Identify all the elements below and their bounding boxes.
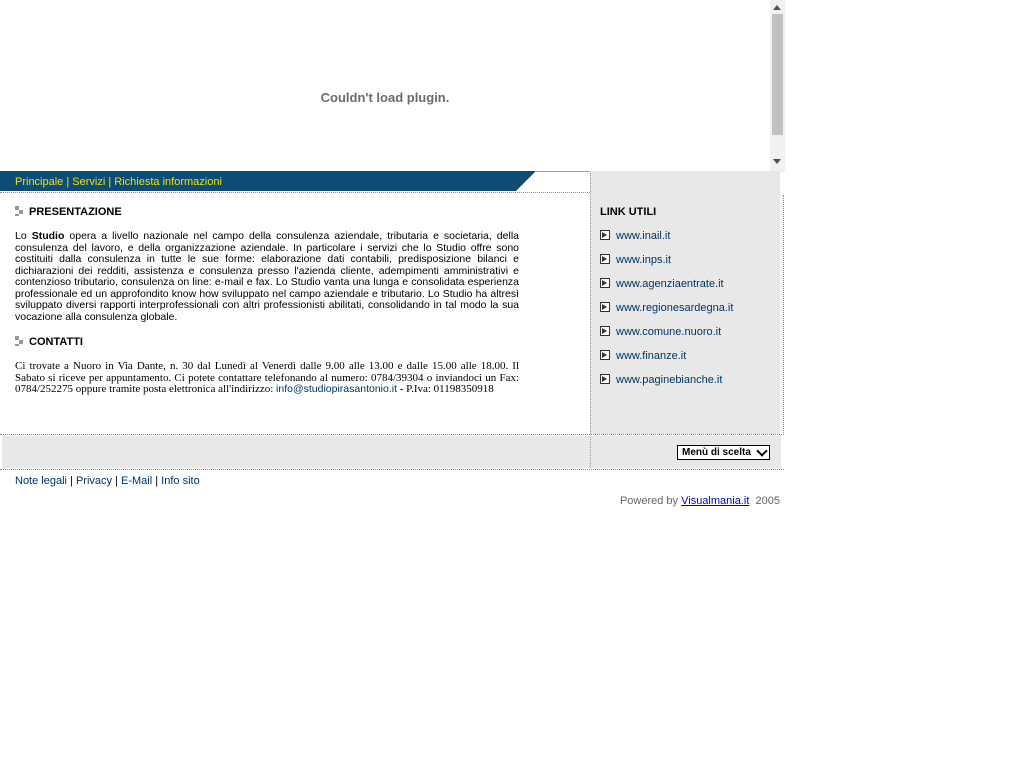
external-link-icon	[600, 374, 610, 384]
section-bullet-icon	[15, 206, 23, 216]
link-comune-nuoro[interactable]: www.comune.nuoro.it	[616, 326, 722, 338]
scroll-up-icon[interactable]	[773, 5, 781, 10]
plugin-scrollbar[interactable]	[770, 0, 785, 172]
link-inps[interactable]: www.inps.it	[616, 254, 672, 266]
contatti-title: CONTATTI	[29, 336, 83, 348]
link-item	[600, 350, 686, 364]
contatti-heading	[15, 335, 519, 349]
bottom-bar-divider-line	[0, 469, 784, 470]
link-item	[600, 326, 721, 340]
contatti-text	[15, 361, 519, 396]
nav-principale[interactable]: Principale	[15, 176, 64, 188]
presentazione-heading	[15, 205, 519, 219]
powered-year: 2005	[755, 495, 780, 507]
visualmania-link[interactable]: Visualmania.it	[681, 495, 750, 507]
useful-links-title: LINK UTILI	[600, 206, 657, 218]
nav-divider	[0, 192, 590, 193]
presentazione-bold: Studio	[31, 230, 65, 242]
chevron-down-icon	[756, 445, 767, 456]
footer-privacy[interactable]: Privacy	[75, 475, 113, 487]
footer-email[interactable]: E-Mail	[121, 475, 153, 487]
link-item	[600, 278, 724, 292]
scroll-down-icon[interactable]	[773, 159, 781, 164]
presentazione-text-body: opera a livello nazionale nel campo della consulenza aziendale, tributaria e societaria, della consulenza del lavoro, e della organizzazione aziendale. In particolare i servizi che lo Studio offre sono costituiti dalla consulenza in tutte le sue forme: elaborazione dati contabili, predisposizione bilanci e dichiarazioni dei redditi, assistenza e consulenza presso l'azienda cliente, adempimenti amministrativi e contenzioso tributario, consulenza on line: e-mail e fax. Lo Studio vanta una lunga e consolidata esperienza professionale ed un approfondito know how sviluppato nel campo aziendale e tributario. Lo Studio ha altresì sviluppato diversi rapporti interprofessionali con altri professionisti abilitati, consolidando in tal modo la sua vocazione alla consulenza globale.	[15, 230, 519, 323]
scrollbar-thumb[interactable]	[772, 14, 783, 135]
plugin-area	[0, 0, 770, 172]
external-link-icon	[600, 350, 610, 360]
main-content	[15, 205, 519, 396]
link-item	[600, 254, 671, 268]
powered-by-label: Powered by	[619, 495, 682, 507]
footer-info-sito[interactable]: Info sito	[161, 475, 200, 487]
footer-note-legali[interactable]: Note legali	[15, 475, 67, 487]
footer-links	[15, 475, 200, 487]
plugin-error-message: Couldn't load plugin.	[320, 90, 450, 105]
presentazione-title: PRESENTAZIONE	[29, 206, 122, 218]
link-item	[600, 302, 733, 316]
nav-separator: |	[63, 176, 73, 188]
bottom-bar-divider	[590, 437, 591, 468]
external-link-icon	[600, 254, 610, 264]
external-link-icon	[600, 326, 610, 336]
bottom-bar-top-divider	[0, 434, 784, 435]
presentazione-text-start: Lo	[15, 230, 32, 242]
link-agenziaentrate[interactable]: www.agenziaentrate.it	[616, 278, 724, 290]
footer-separator: |	[152, 475, 162, 487]
nav-servizi[interactable]: Servizi	[72, 176, 106, 188]
link-item	[600, 374, 722, 388]
menu-select[interactable]	[677, 445, 770, 460]
link-item	[600, 230, 670, 244]
contatti-text-body: Ci trovate a Nuoro in Via Dante, n. 30 dal Lunedì al Venerdì dalle 9.00 alle 13.00 e dalle 15.00 alle 18.00. Il Sabato si riceve per appuntamento. Ci potete contattare telefonando al numero: 0784/39304 o inviandoci un Fax: 0784/252275 oppure tramite posta elettronica all'indirizzo:	[15, 360, 519, 395]
presentazione-text	[15, 231, 519, 323]
external-link-icon	[600, 278, 610, 288]
section-bullet-icon	[15, 336, 23, 346]
useful-links-panel	[590, 173, 780, 434]
nav-richiesta-informazioni[interactable]: Richiesta informazioni	[114, 176, 222, 188]
nav-separator: |	[105, 176, 115, 188]
footer-separator: |	[112, 475, 122, 487]
external-link-icon	[600, 302, 610, 312]
bottom-bar	[2, 436, 781, 468]
external-link-icon	[600, 230, 610, 240]
right-edge-divider	[783, 195, 784, 435]
footer-separator: |	[66, 475, 76, 487]
contatti-vat: - P.Iva: 01198350918	[397, 383, 494, 395]
powered-by	[620, 495, 780, 507]
link-finanze[interactable]: www.finanze.it	[616, 350, 687, 362]
link-regionesardegna[interactable]: www.regionesardegna.it	[616, 302, 734, 314]
link-inail[interactable]: www.inail.it	[616, 230, 671, 242]
link-paginebianche[interactable]: www.paginebianche.it	[616, 374, 723, 386]
nav-links	[15, 176, 222, 188]
contact-email-link[interactable]: info@studiopirasantonio.it	[276, 383, 398, 395]
menu-select-value: Menù di scelta	[682, 447, 751, 458]
top-navigation-bar	[0, 171, 590, 191]
